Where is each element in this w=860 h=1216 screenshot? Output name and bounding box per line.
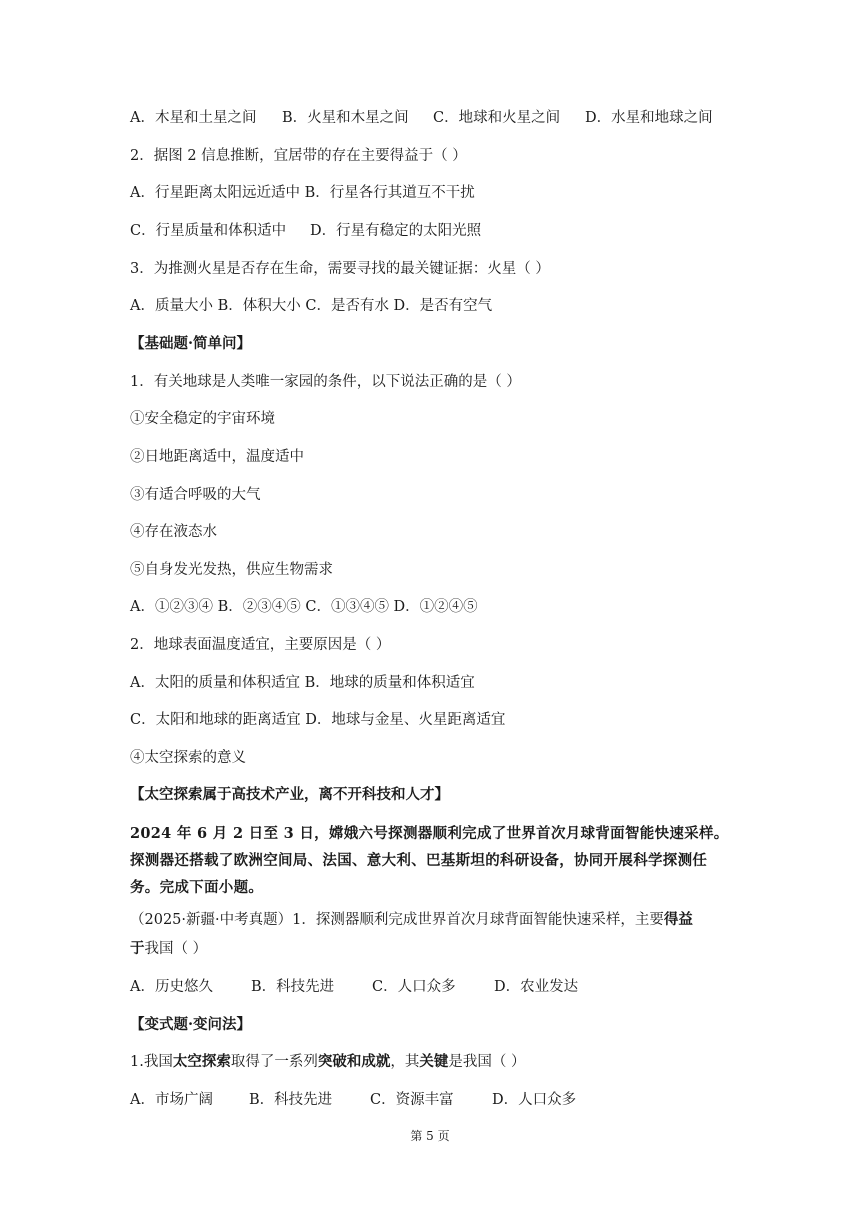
stem-text: 是我国（ ）	[448, 1054, 526, 1070]
q3-options: A．质量大小 B．体积大小 C．是否有水 D．是否有空气	[130, 298, 493, 314]
prev-question-options	[130, 108, 713, 128]
option-d: D．行星有稳定的太阳光照	[310, 223, 482, 239]
q2-stem: 2．据图 2 信息推断，宜居带的存在主要得益于（ ）	[130, 148, 467, 164]
keyword-bold: 得益	[663, 911, 693, 928]
variant-heading: 【变式题·变问法】	[130, 1016, 252, 1033]
option-c: C．地球和火星之间	[433, 110, 561, 126]
basic-q2-options-line2: C．太阳和地球的距离适宜 D．地球与金星、火星距离适宜	[130, 712, 506, 728]
basic-q1-item-3: ③有适合呼吸的大气	[130, 487, 261, 503]
basic-q2-stem: 2．地球表面温度适宜，主要原因是（ ）	[130, 637, 391, 653]
option-b: B．科技先进	[249, 1092, 333, 1108]
q3-stem: 3．为推测火星是否存在生命，需要寻找的最关键证据：火星（ ）	[130, 261, 550, 277]
keyword-bold: 于	[130, 940, 145, 957]
option-a: A．市场广阔	[130, 1092, 213, 1108]
exam-question-options	[130, 977, 578, 997]
keyword-bold: 关键	[419, 1053, 449, 1070]
basic-q1-item-2: ②日地距离适中，温度适中	[130, 449, 304, 465]
variant-question-options	[130, 1090, 576, 1110]
keyword-bold: 突破和成就	[317, 1053, 391, 1070]
section-banner: 【太空探索属于高技术产业，离不开科技和人才】	[130, 786, 449, 803]
option-c: C．资源丰富	[370, 1092, 454, 1108]
variant-question-stem	[130, 1052, 525, 1072]
stem-text: ，其	[390, 1054, 420, 1070]
option-d: D．水星和地球之间	[585, 110, 713, 126]
exam-question-stem	[130, 910, 693, 930]
option-d: D．农业发达	[494, 979, 579, 995]
section-title: ④太空探索的意义	[130, 750, 246, 766]
option-b: B．科技先进	[251, 979, 335, 995]
exam-question-stem-cont	[130, 939, 207, 959]
stem-text: 取得了一系列	[230, 1054, 318, 1070]
basic-q1-options: A．①②③④ B．②③④⑤ C．①③④⑤ D．①②④⑤	[130, 599, 478, 615]
basic-q1-stem: 1．有关地球是人类唯一家园的条件，以下说法正确的是（ ）	[130, 374, 521, 390]
basic-q1-item-4: ④存在液态水	[130, 524, 217, 540]
passage: 2024 年 6 月 2 日至 3 日，嫦娥六号探测器顺利完成了世界首次月球背面智能快速采样。探测器还搭载了欧洲空间局、法国、意大利、巴基斯坦的科研设备，协同开展科学探测任务。完成下面小题。	[130, 825, 729, 896]
option-c: C．人口众多	[372, 979, 456, 995]
page-number: 第 5 页	[410, 1129, 450, 1143]
basic-q1-item-1: ①安全稳定的宇宙环境	[130, 411, 275, 427]
option-d: D．人口众多	[492, 1092, 577, 1108]
q2-options-line2	[130, 221, 481, 241]
question-tail: 我国（ ）	[144, 941, 208, 957]
basic-heading: 【基础题·简单问】	[130, 335, 252, 352]
keyword-bold: 太空探索	[172, 1053, 231, 1070]
option-c: C．行星质量和体积适中	[130, 223, 287, 239]
option-a: A．木星和土星之间	[130, 110, 257, 126]
basic-q1-item-5: ⑤自身发光发热，供应生物需求	[130, 562, 333, 578]
option-b: B．火星和木星之间	[282, 110, 409, 126]
basic-q2-options-line1: A．太阳的质量和体积适宜 B．地球的质量和体积适宜	[130, 675, 475, 691]
question-source-text: （2025·新疆·中考真题）1．探测器顺利完成世界首次月球背面智能快速采样，主要	[130, 912, 664, 928]
stem-text: 1.我国	[130, 1054, 173, 1070]
q2-options-line1: A．行星距离太阳远近适中 B．行星各行其道互不干扰	[130, 185, 475, 201]
option-a: A．历史悠久	[130, 979, 213, 995]
